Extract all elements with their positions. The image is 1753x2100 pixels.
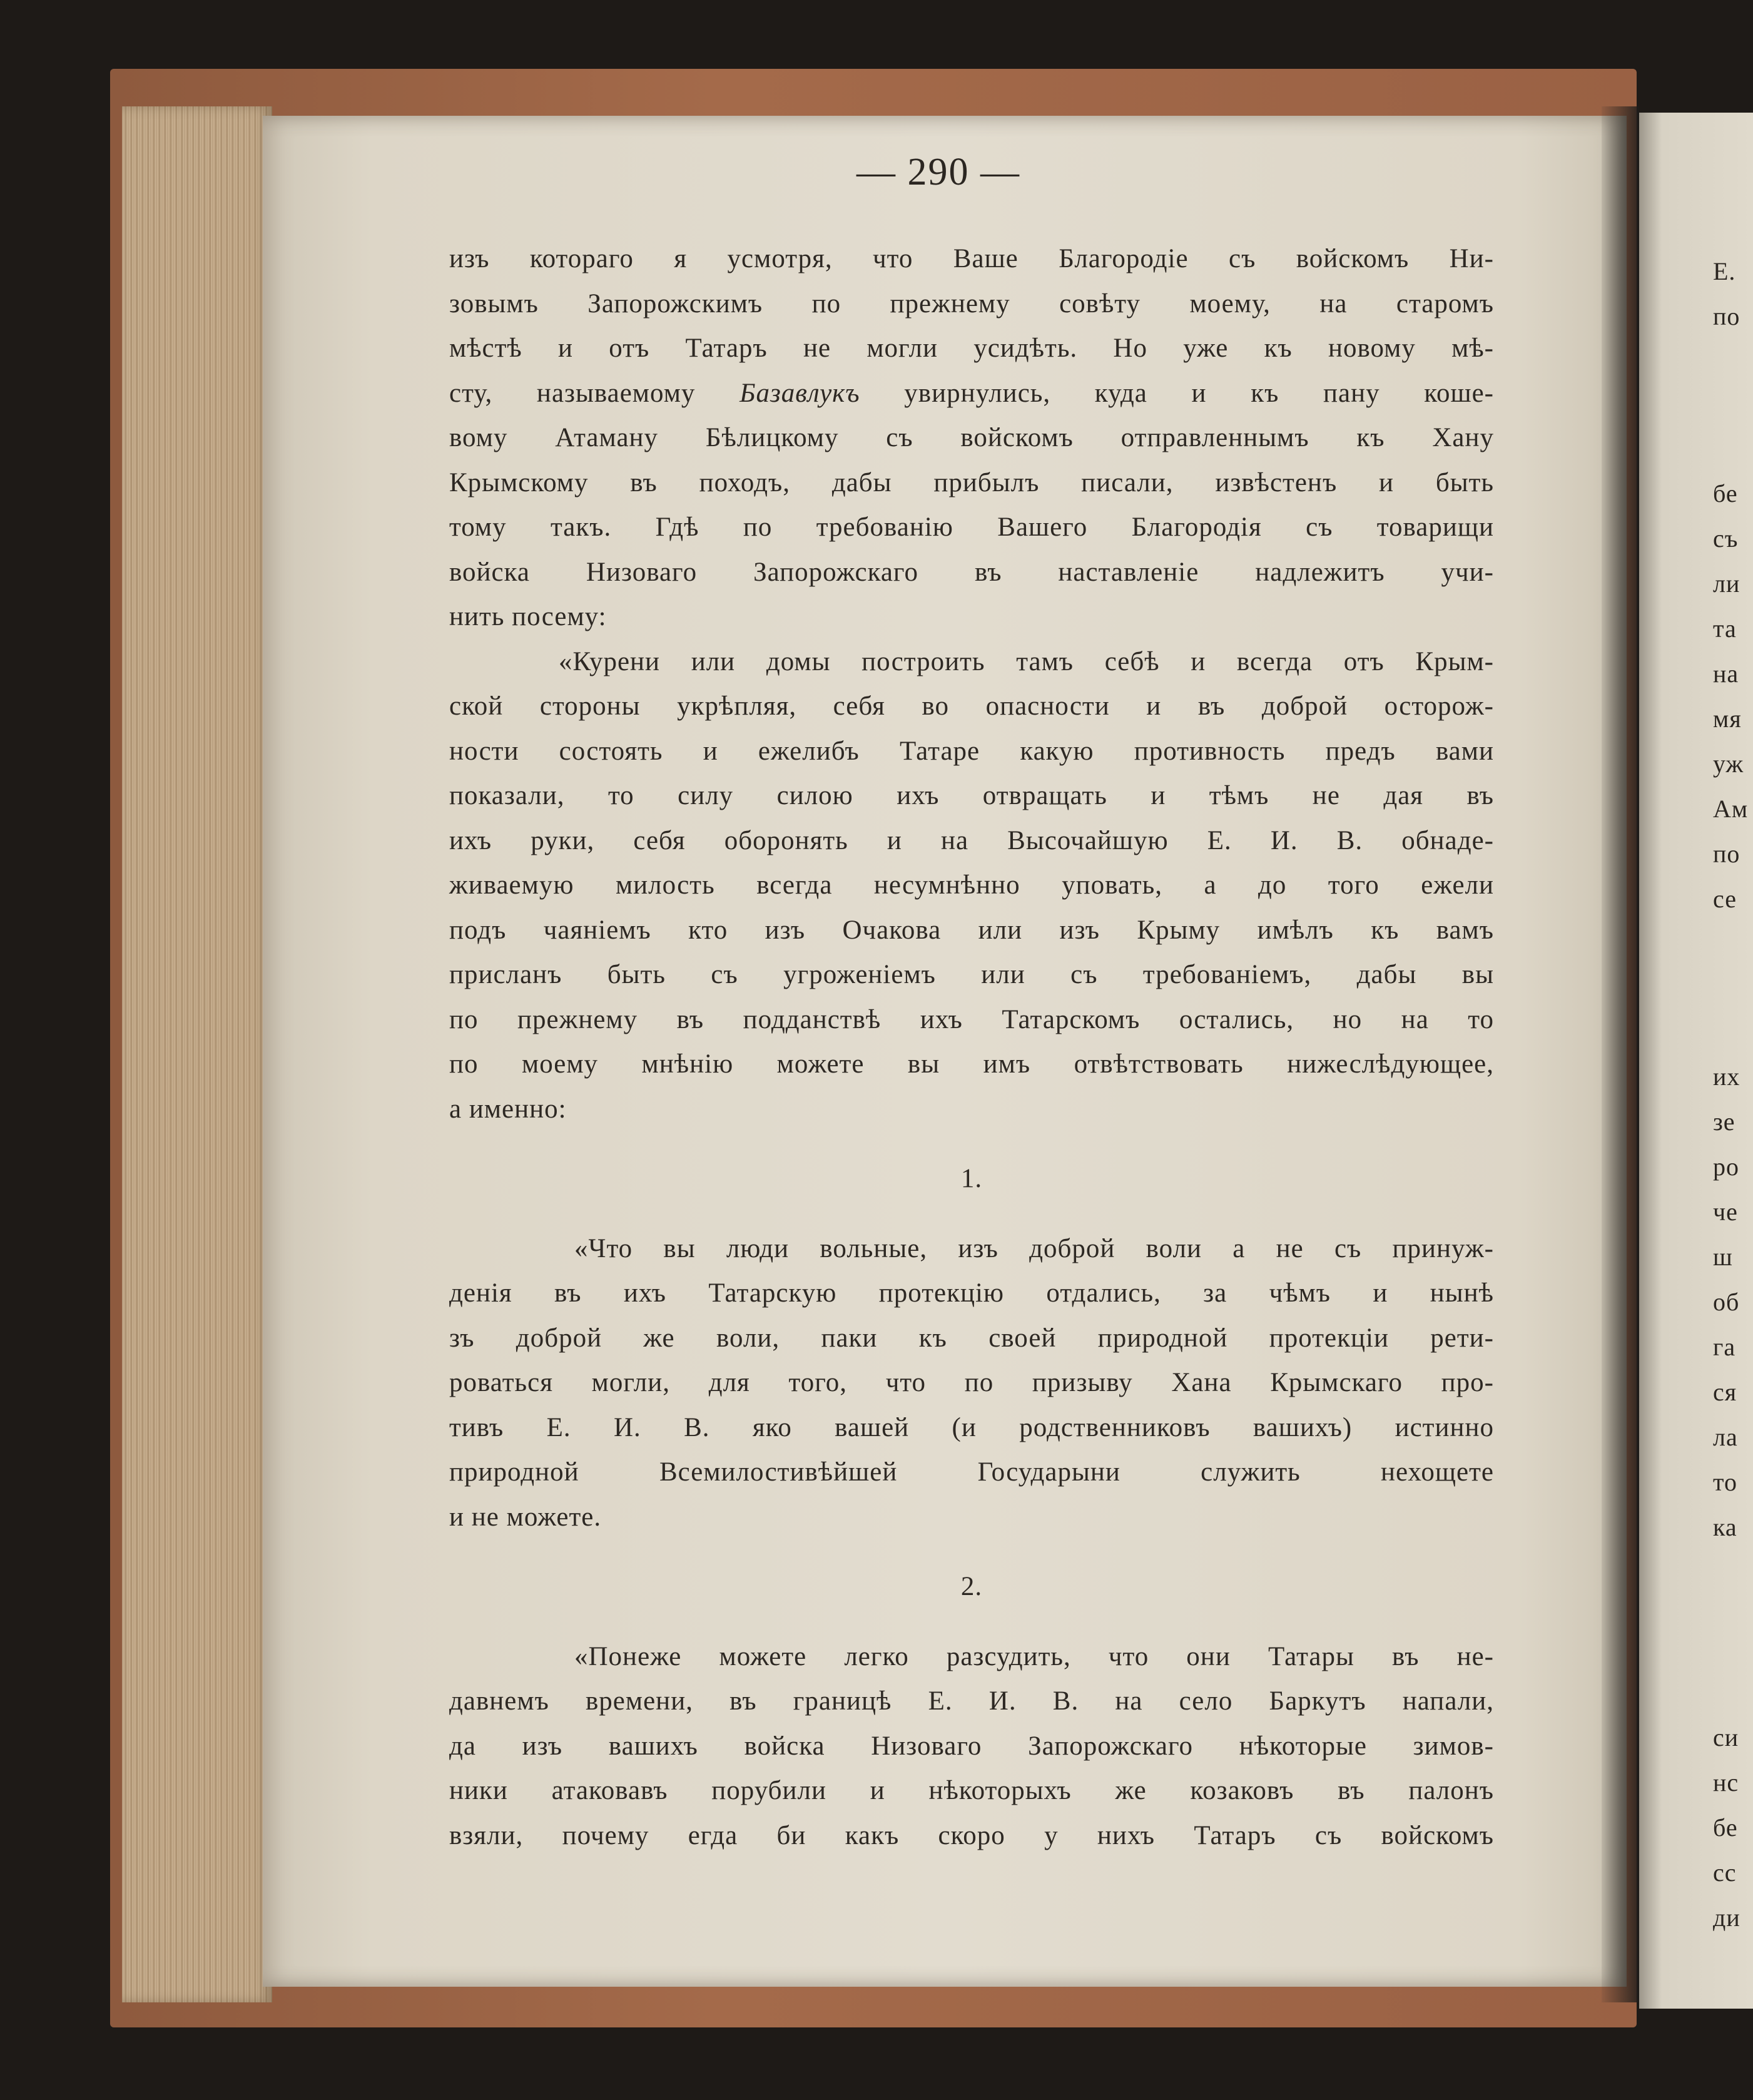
text-line: войска Низоваго Запорожскаго въ наставленіе надлежитъ учи- [449, 557, 1494, 587]
facing-line: по [1713, 302, 1740, 330]
facing-line: та [1713, 614, 1737, 643]
text-segment: сту, называемому [449, 378, 696, 408]
text-line: живаемую милость всегда несумнѣнно уповать, а до того ежели [449, 870, 1494, 900]
text-line: ники атаковавъ порубили и нѣкоторыхъ же козаковъ въ палонъ [449, 1776, 1494, 1805]
facing-line: ди [1713, 1904, 1740, 1932]
section-number: 2. [960, 1572, 983, 1601]
facing-line: нс [1713, 1768, 1739, 1797]
text-line: тому такъ. Гдѣ по требованію Вашего Благородія съ товарищи [449, 512, 1494, 542]
text-line: ской стороны укрѣпляя, себя во опасности и въ доброй осторож- [449, 691, 1494, 721]
facing-line: Е. [1713, 257, 1736, 285]
text-line: зовымъ Запорожскимъ по прежнему совѣту моему, на старомъ [449, 288, 1494, 319]
spine-shadow [1602, 106, 1639, 2002]
text-line: ихъ руки, себя оборонять и на Высочайшую Е. И. В. обнаде- [449, 825, 1494, 855]
facing-line: их [1713, 1063, 1740, 1091]
facing-line: га [1713, 1333, 1736, 1361]
page-edges [122, 106, 272, 2002]
facing-line: ка [1713, 1513, 1737, 1541]
facing-line: съ [1713, 524, 1739, 553]
spacer [449, 1131, 1494, 1156]
section-number: 1. [960, 1164, 983, 1193]
facing-line: си [1713, 1723, 1739, 1751]
text-line: нить посему: [449, 602, 607, 631]
spacer [449, 1201, 1494, 1226]
place-name-italic: Базавлукъ [739, 378, 860, 408]
text-line: давнемъ времени, въ границѣ Е. И. В. на село Баркутъ напали, [449, 1686, 1494, 1716]
text-line: роваться могли, для того, что по призыву Хана Крымскаго про- [449, 1368, 1494, 1397]
text-line: по моему мнѣнію можете вы имъ отвѣтствовать нижеслѣдующее, [449, 1049, 1494, 1079]
spacer [449, 1539, 1494, 1564]
spacer [449, 1609, 1494, 1634]
facing-line: об [1713, 1288, 1740, 1316]
facing-line: че [1713, 1198, 1738, 1226]
facing-line: ш [1713, 1243, 1733, 1271]
text-segment: увирнулись, куда и къ пану коше- [904, 378, 1494, 408]
text-line: и не можете. [449, 1502, 602, 1532]
facing-line: ли [1713, 569, 1740, 598]
text-line: «Понеже можете легко разсудить, что они Татары въ не- [574, 1641, 1494, 1671]
facing-line: ро [1713, 1153, 1739, 1181]
text-line: «Курени или домы построить тамъ себѣ и всегда отъ Крым- [559, 646, 1494, 676]
facing-line: сс [1713, 1858, 1737, 1887]
text-line: ности состоять и ежелибъ Татаре какую противность предъ вами [449, 736, 1494, 766]
text-line: денія въ ихъ Татарскую протекцію отдались, за чѣмъ и нынѣ [449, 1278, 1494, 1308]
text-line: зъ доброй же воли, паки къ своей природной протекціи рети- [449, 1323, 1494, 1353]
text-line: «Что вы люди вольные, изъ доброй воли а не съ принуж- [574, 1233, 1494, 1263]
facing-page-fragment [1639, 113, 1753, 2009]
page-number: — 290 — [856, 151, 1020, 193]
text-line: да изъ вашихъ войска Низоваго Запорожскаго нѣкоторые зимов- [449, 1731, 1494, 1761]
text-line: а именно: [449, 1094, 567, 1124]
text-line: тивъ Е. И. В. яко вашей (и родственниковъ вашихъ) истинно [449, 1412, 1494, 1442]
facing-line: Ам [1713, 795, 1749, 823]
text-line: изъ котораго я усмотря, что Ваше Благородіе съ войскомъ Ни- [449, 244, 1494, 273]
text-line: присланъ быть съ угроженіемъ или съ требованіемъ, дабы вы [449, 960, 1494, 989]
facing-line: зе [1713, 1108, 1735, 1136]
text-line: по прежнему въ подданствѣ ихъ Татарскомъ остались, но на то [449, 1004, 1494, 1034]
text-line: природной Всемилостивѣйшей Государыни служить нехощете [449, 1457, 1494, 1487]
text-line: вому Атаману Бѣлицкому съ войскомъ отправленнымъ къ Хану [449, 423, 1494, 452]
text-line: взяли, почему егда би какъ скоро у нихъ Татаръ съ войскомъ [449, 1820, 1494, 1850]
facing-line: по [1713, 840, 1740, 868]
text-line: показали, то силу силою ихъ отвращать и тѣмъ не дая въ [449, 781, 1494, 810]
facing-line: на [1713, 660, 1739, 688]
facing-line: бе [1713, 479, 1738, 507]
text-line: мѣстѣ и отъ Татаръ не могли усидѣть. Но уже къ новому мѣ- [449, 334, 1494, 363]
body-text [449, 237, 1494, 1858]
facing-line: бе [1713, 1813, 1738, 1842]
facing-line: уж [1713, 750, 1744, 778]
facing-line: се [1713, 885, 1737, 913]
text-line: Крымскому въ походъ, дабы прибылъ писали, извѣстенъ и быть [449, 467, 1494, 497]
facing-line: мя [1713, 705, 1742, 733]
text-line: подъ чаяніемъ кто изъ Очакова или изъ Крыму имѣлъ къ вамъ [449, 915, 1494, 945]
facing-line: то [1713, 1468, 1737, 1496]
text-line [449, 371, 1494, 416]
facing-line: ся [1713, 1378, 1737, 1406]
facing-line: ла [1713, 1423, 1738, 1451]
